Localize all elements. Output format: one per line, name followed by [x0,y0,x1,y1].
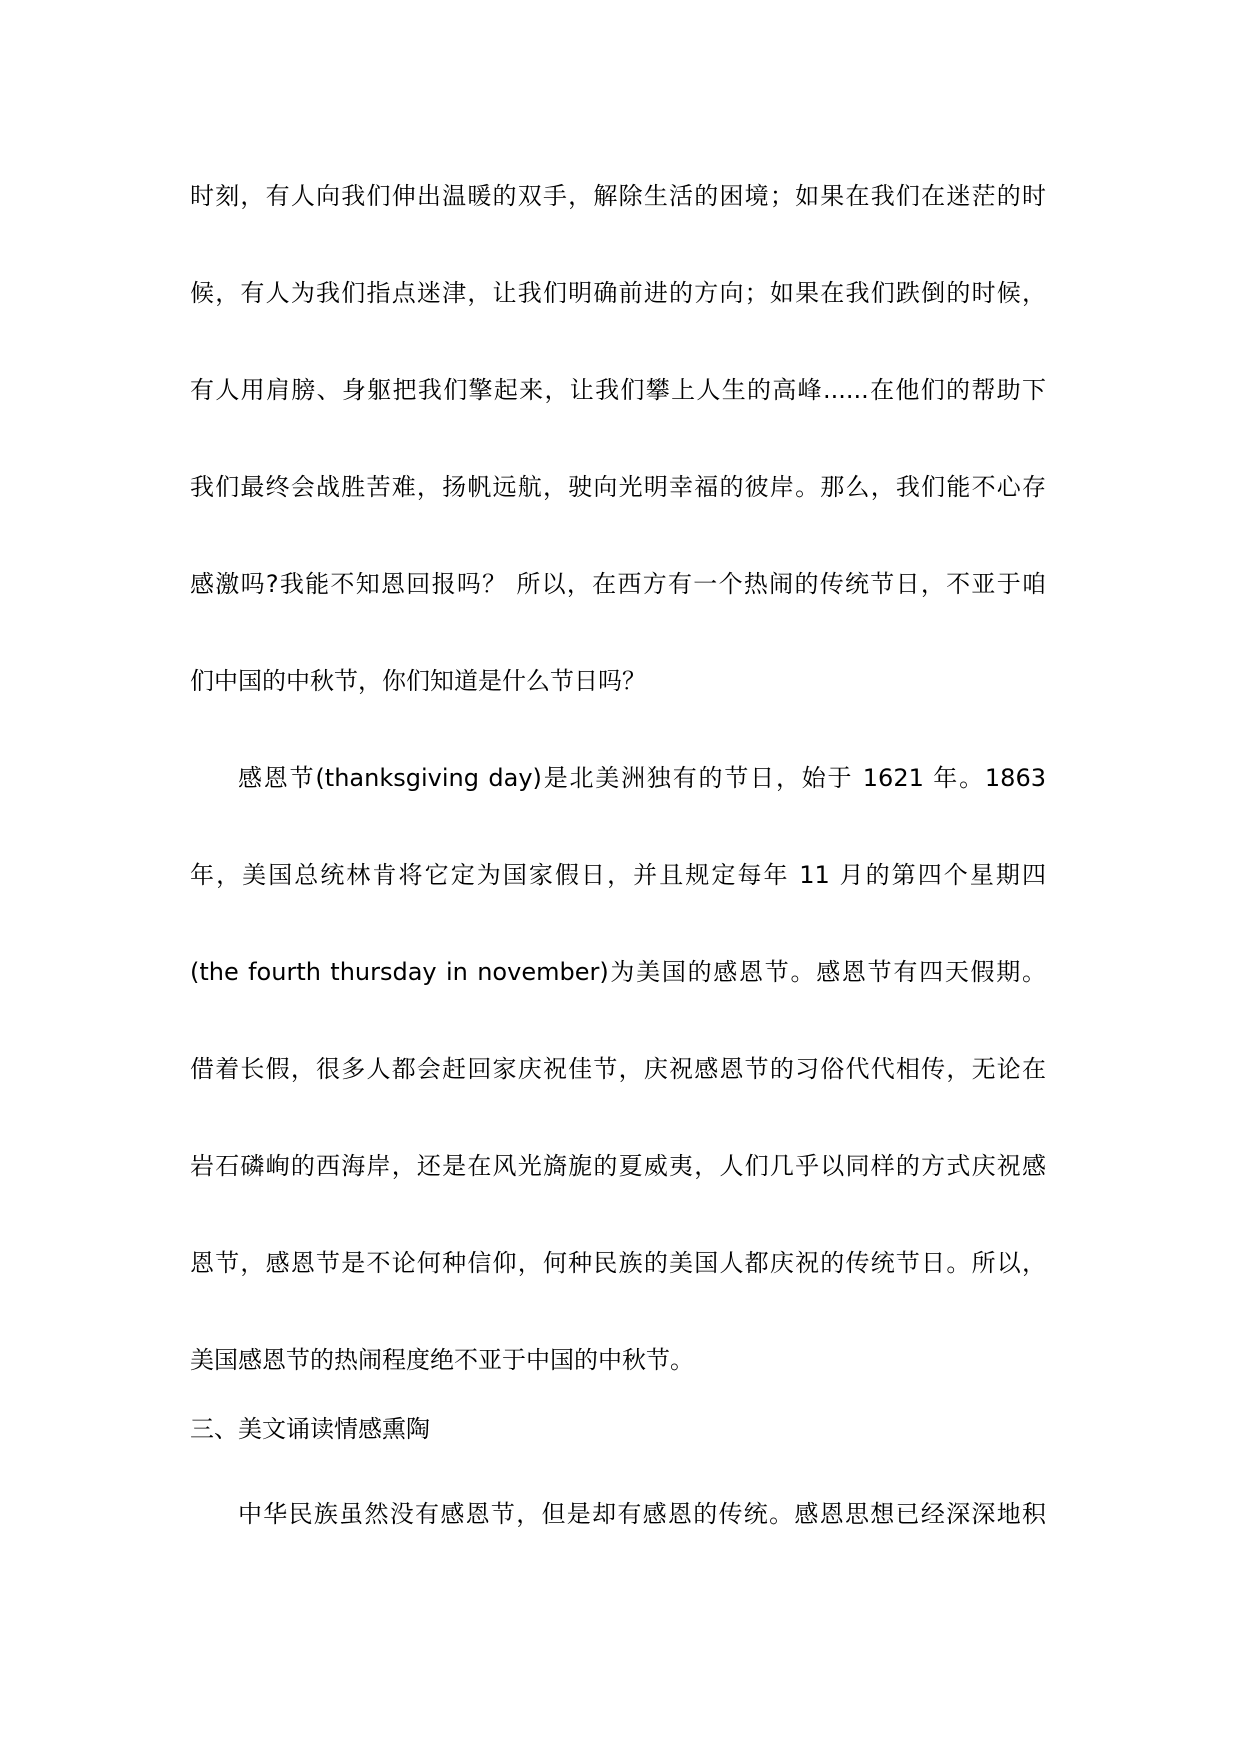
text-line: (the fourth thursday in november)为美国的感恩节。感恩节有四天假期。 [190,958,1046,986]
paragraph-2 [190,730,1046,1409]
text-line: 感恩节(thanksgiving day)是北美洲独有的节日，始于 1621 年。1863 [238,764,1046,792]
text-line: 候，有人为我们指点迷津，让我们明确前进的方向；如果在我们跌倒的时候， [190,279,1046,307]
text-line: 美国感恩节的热闹程度绝不亚于中国的中秋节。 [190,1346,694,1374]
text-line: 有人用肩膀、身躯把我们擎起来，让我们攀上人生的高峰......在他们的帮助下 [190,376,1046,404]
paragraph-1 [190,148,1046,730]
section-heading [190,1409,1046,1449]
text-line: 中华民族虽然没有感恩节，但是却有感恩的传统。感恩思想已经深深地积 [238,1500,1046,1528]
text-line: 们中国的中秋节，你们知道是什么节日吗？ [190,667,646,695]
text-line: 岩石磷峋的西海岸，还是在风光旖旎的夏威夷，人们几乎以同样的方式庆祝感 [190,1152,1046,1180]
text-line: 时刻，有人向我们伸出温暖的双手，解除生活的困境；如果在我们在迷茫的时 [190,182,1046,210]
text-line: 恩节，感恩节是不论何种信仰，何种民族的美国人都庆祝的传统节日。所以， [190,1249,1046,1277]
text-line: 年，美国总统林肯将它定为国家假日，并且规定每年 11 月的第四个星期四 [190,861,1046,889]
paragraph-4 [190,1466,1046,1563]
text-line: 借着长假，很多人都会赶回家庆祝佳节，庆祝感恩节的习俗代代相传，无论在 [190,1055,1046,1083]
heading-line: 三、美文诵读情感熏陶 [190,1415,430,1443]
text-line: 感激吗?我能不知恩回报吗？ 所以，在西方有一个热闹的传统节日，不亚于咱 [190,570,1046,598]
document-content [190,148,1046,1563]
text-line: 我们最终会战胜苦难，扬帆远航，驶向光明幸福的彼岸。那么，我们能不心存 [190,473,1046,501]
